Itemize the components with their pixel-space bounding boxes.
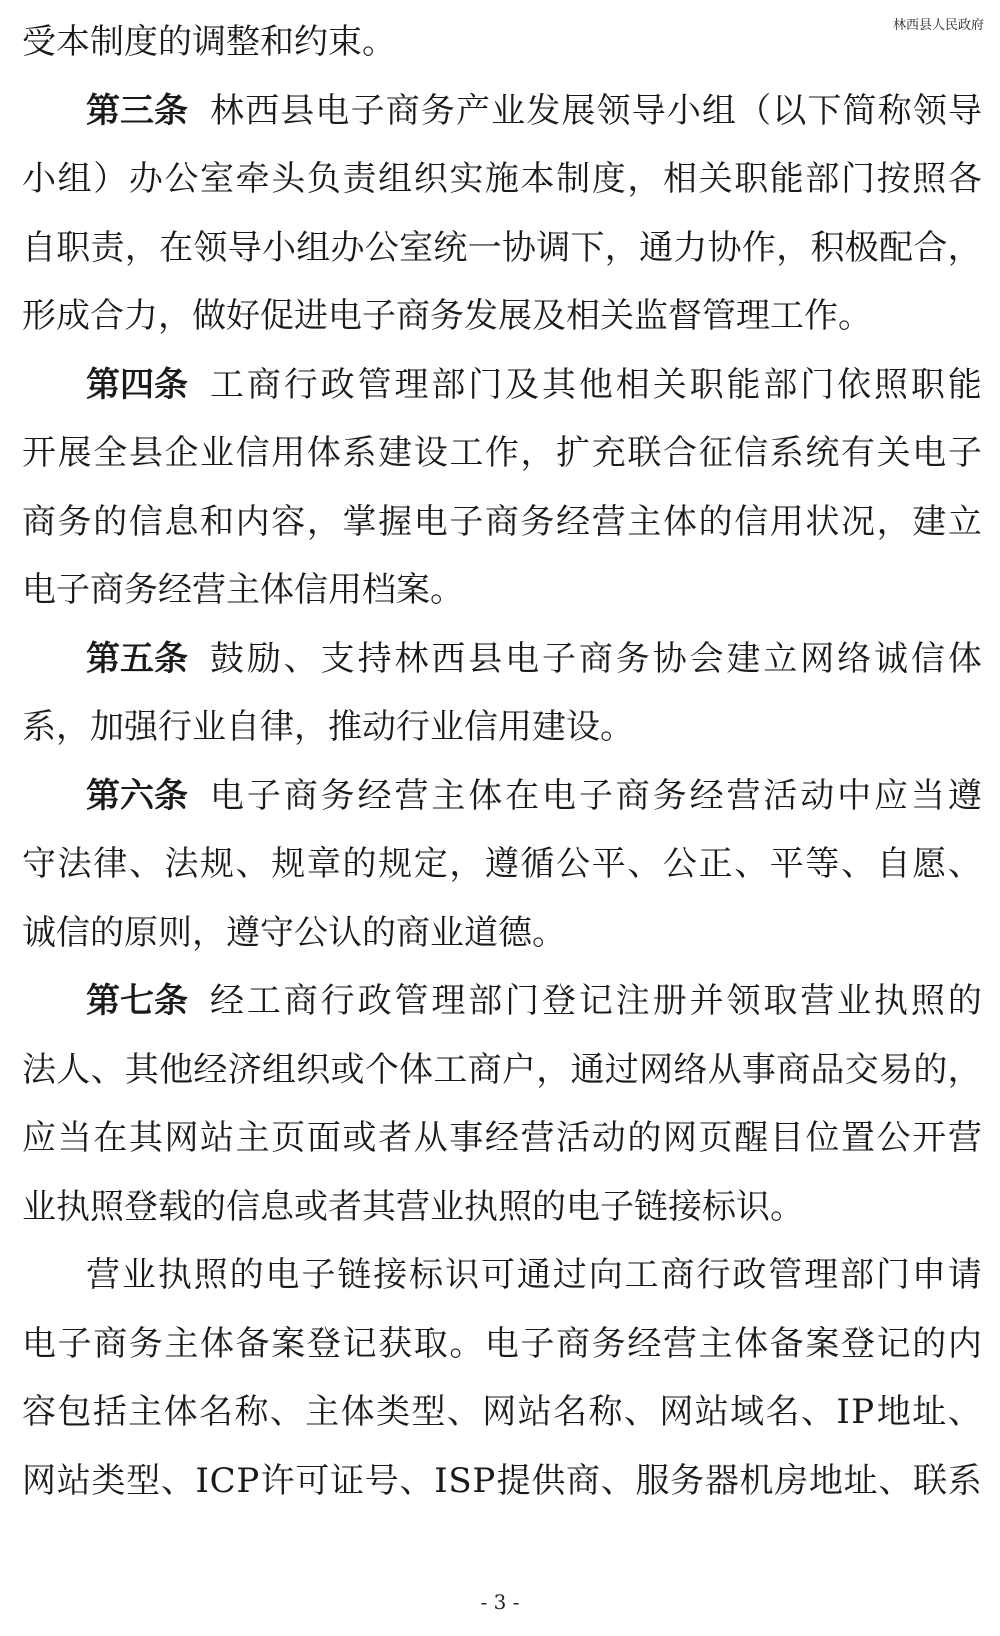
paragraph-line (22, 282, 982, 351)
paragraph-line (22, 214, 982, 283)
line-text: 法 人 、 其 他 经 济 组 织 或 个 体 工 商 户 ， 通 过 网 络 从 事 商 品 交 易 的 ， (22, 1049, 982, 1090)
watermark-label: 林西县人民政府 (892, 18, 984, 33)
paragraph-line (22, 1310, 982, 1379)
paragraph-line (22, 830, 982, 899)
paragraph-line (22, 1036, 982, 1105)
line-text: 诚信的原则，遵守公认的商业道德。 (22, 912, 566, 953)
article-heading: 第四条 (86, 364, 188, 405)
line-text: 开 展 全 县 企 业 信 用 体 系 建 设 工 作 ， 扩 充 联 合 征 信 系 统 有 关 电 子 (22, 433, 982, 473)
paragraph-line (22, 1378, 982, 1447)
article-heading: 第七条 (86, 981, 188, 1021)
line-text: 应 当 在 其 网 站 主 页 面 或 者 从 事 经 营 活 动 的 网 页 醒 目 位 置 公 开 营 (22, 1118, 982, 1158)
paragraph-line (22, 1241, 982, 1310)
paragraph-line (22, 419, 982, 488)
page-number: - 3 - (480, 1590, 520, 1614)
paragraph-line (22, 145, 982, 214)
line-text: 经 工 商 行 政 管 理 部 门 登 记 注 册 并 领 取 营 业 执 照 的 (210, 981, 982, 1021)
article-paragraph-start (22, 762, 982, 831)
paragraph-line (22, 556, 982, 625)
paragraph-line (22, 1447, 982, 1516)
line-text: 网 站 类 型 、 I C P 许 可 证 号 、 I S P 提 供 商 、 服 务 器 机 房 地 址 、 联 系 (22, 1460, 982, 1501)
line-text: 守 法 律 、 法 规 、 规 章 的 规 定 ， 遵 循 公 平 、 公 正 、 平 等 、 自 愿 、 (22, 844, 982, 884)
line-text: 电 子 商 务 经 营 主 体 在 电 子 商 务 经 营 活 动 中 应 当 遵 (210, 775, 982, 816)
paragraph-line (22, 488, 982, 557)
line-text: 电 子 商 务 主 体 备 案 登 记 获 取 。 电 子 商 务 经 营 主 体 备 案 登 记 的 内 (22, 1323, 982, 1364)
line-text: 形成合力，做好促进电子商务发展及相关监督管理工作。 (22, 296, 872, 336)
article-paragraph-start (22, 77, 982, 146)
line-text: 电子商务经营主体信用档案。 (22, 570, 464, 610)
article-heading: 第三条 (86, 90, 188, 131)
line-text: 业执照登载的信息或者其营业执照的电子链接标识。 (22, 1186, 804, 1227)
line-text: 自 职 责 ， 在 领 导 小 组 办 公 室 统 一 协 调 下 ， 通 力 协 作 ， 积 极 配 合 ， (22, 227, 982, 268)
paragraph-line (22, 1173, 982, 1242)
article-paragraph-start (22, 625, 982, 694)
line-text: 鼓 励 、 支 持 林 西 县 电 子 商 务 协 会 建 立 网 络 诚 信 体 (210, 638, 982, 679)
paragraph-line (22, 899, 982, 968)
line-text: 工 商 行 政 管 理 部 门 及 其 他 相 关 职 能 部 门 依 照 职 能 (210, 364, 982, 405)
article-heading: 第六条 (86, 775, 188, 816)
document-body (22, 8, 982, 1515)
line-text: 容 包 括 主 体 名 称 、 主 体 类 型 、 网 站 名 称 、 网 站 域 名 、 I P 地 址 、 (22, 1392, 982, 1432)
line-text: 受本制度的调整和约束。 (22, 22, 396, 62)
line-text: 商 务 的 信 息 和 内 容 ， 掌 握 电 子 商 务 经 营 主 体 的 信 用 状 况 ， 建 立 (22, 501, 982, 542)
paragraph-line (22, 693, 982, 762)
article-heading: 第五条 (86, 638, 188, 679)
line-text: 营 业 执 照 的 电 子 链 接 标 识 可 通 过 向 工 商 行 政 管 理 部 门 申 请 (86, 1255, 982, 1295)
paragraph-line (22, 8, 982, 77)
line-text: 系，加强行业自律，推动行业信用建设。 (22, 707, 634, 747)
article-paragraph-start (22, 967, 982, 1036)
line-text: 林 西 县 电 子 商 务 产 业 发 展 领 导 小 组 （ 以 下 简 称 领 导 (210, 90, 982, 131)
article-paragraph-start (22, 351, 982, 420)
line-text: 小 组 ） 办 公 室 牵 头 负 责 组 织 实 施 本 制 度 ， 相 关 职 能 部 门 按 照 各 (22, 159, 982, 199)
paragraph-line (22, 1104, 982, 1173)
